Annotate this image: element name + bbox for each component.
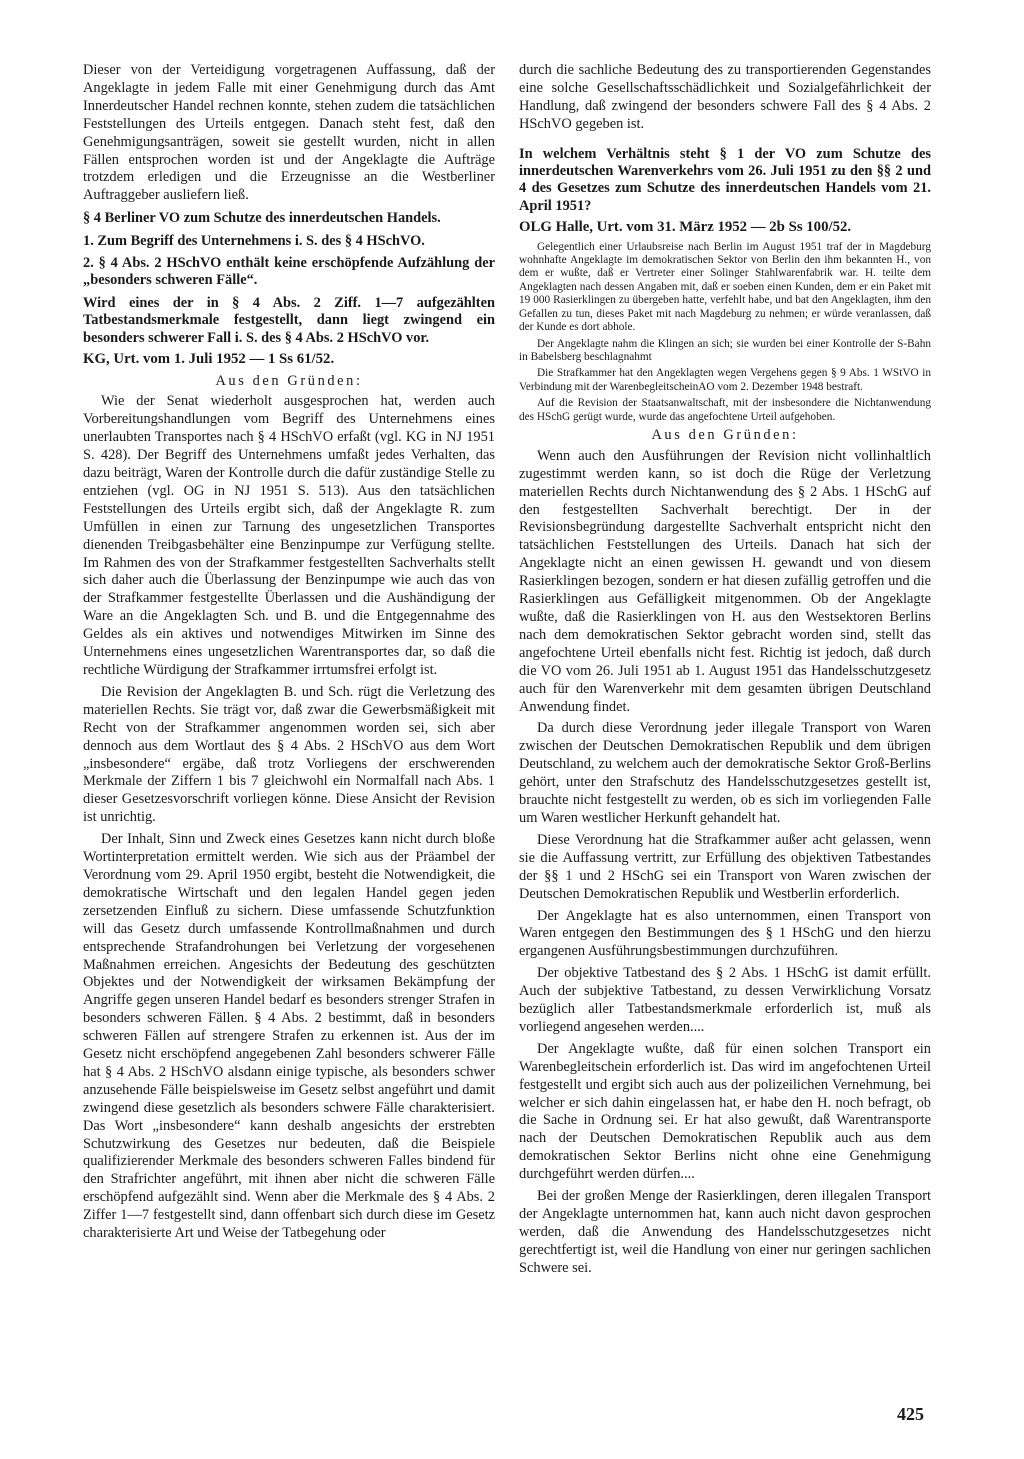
right-column <box>519 62 931 1282</box>
paragraph: Dieser von der Verteidigung vorgetragenen Auffassung, daß der Angeklagte in jedem Falle mit einer Genehmigung durch das Amt Innerdeutscher Handel rechnen konnte, stehen zudem die tatsächlichen Feststellungen des Urteils entgegen. Danach steht fest, daß den Genehmigungsanträgen, soweit sie gestellt wurden, nicht in allen Fällen entsprochen worden ist und der Angeklagte die Aufträge trotzdem erledigen und die Erzeugnisse an die Westberliner Auftraggeber ausliefern ließ. <box>83 62 495 204</box>
paragraph: Diese Verordnung hat die Strafkammer außer acht gelassen, wenn sie die Auffassung vertritt, zur Erfüllung des objektiven Tatbestandes der §§ 1 und 2 HSchG sei ein Transport von Waren zwischen der Deutschen Demokratischen Republik und Westberlin erforderlich. <box>519 831 931 902</box>
headnote-item: Wird eines der in § 4 Abs. 2 Ziff. 1—7 aufgezählten Tatbestandsmerkmale festgestellt, dann liegt zwingend ein besonders schwerer Fall i. S. des § 4 Abs. 2 HSchVO vor. <box>83 294 495 346</box>
facts-paragraph: Auf die Revision der Staatsanwaltschaft, mit der insbesondere die Nichtanwendung des HSchG gerügt wurde, wurde das angefochtene Urteil aufgehoben. <box>519 397 931 423</box>
paragraph: Der Angeklagte wußte, daß für einen solchen Transport ein Warenbegleitschein erforderlich ist. Das wird im angefochtenen Urteil festgestellt und ergibt sich auch aus der polizeilichen Vernehmung, bei welcher er sich dahin eingelassen hat, er habe den H. noch befragt, ob die Sache in Ordnung sei. Er hat also gewußt, daß Warentransporte nach der Deutschen Demokratischen Republik auch aus dem demokratischen Sektor Berlins nicht ohne eine Genehmigung durchgeführt werden dürfen.... <box>519 1040 931 1183</box>
court-citation: OLG Halle, Urt. vom 31. März 1952 — 2b Ss 100/52. <box>519 219 852 236</box>
left-column <box>83 62 495 1247</box>
facts-paragraph: Der Angeklagte nahm die Klingen an sich; sie wurden bei einer Kontrolle der S-Bahn in Babelsberg beschlagnahmt <box>519 337 931 363</box>
facts-paragraph: Gelegentlich einer Urlaubsreise nach Berlin im August 1951 traf der in Magdeburg wohnhafte Angeklagte im demokratischen Sektor von Berlin den ihm bekannten H., von dem er wußte, daß er Vertreter einer Solinger Stahlwarenfabrik war. H. teilte dem Angeklagten nach dessen Angaben mit, daß er soeben einen Kunden, dem er ein Paket mit 19 000 Rasierklingen zu übergeben hatte, verfehlt habe, und bat den Angeklagten, ihm den Gefallen zu tun, dieses Paket mit nach Magdeburg zu nehmen; er würde veranlassen, daß der Kunde es dort abhole. <box>519 240 931 334</box>
section-heading: Aus den Gründen: <box>215 372 363 389</box>
paragraph: Die Revision der Angeklagten B. und Sch. rügt die Verletzung des materiellen Rechts. Sie trägt vor, daß zwar die Gewerbsmäßigkeit mit Recht von der Strafkammer angenommen worden sei, sich aber dennoch aus dem Wortlaut des § 4 Abs. 2 HSchVO aus dem Wort „insbesondere“ ergäbe, daß trotz Vorliegens der erschwerenden Merkmale der Ziffern 1 bis 7 gleichwohl ein Normalfall nach Abs. 1 dieser Gesetzesvorschrift vorliegen könne. Diese Ansicht der Revision ist unrichtig. <box>83 683 495 826</box>
section-heading: Aus den Gründen: <box>651 426 799 443</box>
paragraph: Wie der Senat wiederholt ausgesprochen hat, werden auch Vorbereitungshandlungen vom Begriff des Unternehmens eines unerlaubten Transportes nach § 4 HSchVO erfaßt (vgl. KG in NJ 1951 S. 428). Der Begriff des Unternehmens umfaßt jedes Verhalten, das dazu beiträgt, Waren der Kontrolle durch die dafür zuständige Stelle zu entziehen (vgl. OG in NJ 1951 S. 513). Aus den tatsächlichen Feststellungen des Urteils ergibt sich, daß der Angeklagte R. zum Umfüllen in einen zur Tarnung des ungesetzlichen Transportes dienenden Treibgasbehälter eine Benzinpumpe zur Verfügung stellte. Im Rahmen des von der Strafkammer festgestellten Sachverhalts stellt sich daher auch die Überlassung der Benzinpumpe wie auch das von der Strafkammer festgestellte Überlassen und die Aushändigung der Ware an die Angeklagten Sch. und B. und die Entgegennahme des Geldes als ein aktives und notwendiges Mitwirken im Sinne des Unternehmens eines ungesetzlichen Warentransportes dar, so daß die rechtliche Würdigung der Strafkammer irrtumsfrei erfolgt ist. <box>83 393 495 678</box>
paragraph: Wenn auch den Ausführungen der Revision nicht vollinhaltlich zugestimmt werden kann, so ist doch die Rüge der Verletzung materiellen Rechts durch Nichtanwendung des § 2 Abs. 1 HSchG auf den festgestellten Sachverhalt berechtigt. Der in der Revisionsbegründung dargestellte Sachverhalt entspricht nicht den tatsächlichen Feststellungen des Urteils. Danach hat sich der Angeklagte nicht an einen gewissen H. gewandt und von diesem Rasierklingen bezogen, sondern er hat diesen zufällig getroffen und die Rasierklingen aus Gefälligkeit mitgenommen. Ob der Angeklagte wußte, daß die Rasierklingen von H. aus den Westsektoren Berlins nach dem demokratischen Sektor gebracht worden sind, stellt das angefochtene Urteil ebenfalls nicht fest. Richtig ist jedoch, daß durch die VO vom 26. Juli 1951 ab 1. August 1951 das Handelsschutzgesetz auch für den Warenverkehr mit dem gesamten übrigen Deutschland Anwendung findet. <box>519 447 931 715</box>
paragraph: Bei der großen Menge der Rasierklingen, deren illegalen Transport der Angeklagte unternommen hat, kann auch nicht davon gesprochen werden, daß die Anwendung des Handelsschutzgesetzes nicht gerechtfertigt ist, weil die Handlung von einer nur geringen sachlichen Schwere sei. <box>519 1188 931 1276</box>
paragraph: Der Inhalt, Sinn und Zweck eines Gesetzes kann nicht durch bloße Wortinterpretation ermittelt werden. Wie sich aus der Präambel der Verordnung vom 29. April 1950 ergibt, besteht die Notwendigkeit, die demokratische Wirtschaft und den legalen Handel gegen jeden zersetzenden Einfluß zu sichern. Diese umfassende Schutzfunktion will das Gesetz durch umfassende Kontrollmaßnahmen und durch entsprechende Strafandrohungen bei Verletzung der vorgesehenen Maßnahmen erreichen. Angesichts der Bedeutung des geschützten Objektes und der Notwendigkeit der wirksamen Bekämpfung der Angriffe gegen unseren Handel bedarf es besonders strenger Strafen in besonders schweren Fällen. § 4 Abs. 2 bestimmt, daß in besonders schweren Fällen auf strengere Strafen zu erkennen ist. Aus der im Gesetz nicht erschöpfend angegebenen Zahl besonders schwerer Fälle hat § 4 Abs. 2 HSchVO alsdann einige typische, als besonders schwer anzusehende Fälle beispielsweise im Gesetz selbst angeführt und damit zwingend diese gesetzlich als besonders schwere Fälle charakterisiert. Das Wort „insbesondere“ kann deshalb angesichts der erstrebten Schutzwirkung des Gesetzes nur bedeuten, daß die Beispiele qualifizierender Merkmale des besonders schweren Falles bindend für den Strafrichter angeführt, mit ihnen aber nicht die schweren Fälle erschöpfend aufgezählt sind. Wenn aber die Merkmale des § 4 Abs. 2 Ziffer 1—7 festgestellt sind, dann offenbart sich durch diese im Gesetz charakterisierte Art und Weise der Tatbegehung oder <box>83 831 495 1242</box>
paragraph: Der Angeklagte hat es also unternommen, einen Transport von Waren entgegen den Bestimmungen des § 1 HSchG und den hierzu ergangenen Ausführungsbestimmungen durchzuführen. <box>519 907 931 960</box>
court-citation: KG, Urt. vom 1. Juli 1952 — 1 Ss 61/52. <box>83 351 335 368</box>
headnote-item: 1. Zum Begriff des Unternehmens i. S. des § 4 HSchVO. <box>83 232 425 249</box>
headnote-title: § 4 Berliner VO zum Schutze des innerdeutschen Handels. <box>83 210 441 227</box>
paragraph: Der objektive Tatbestand des § 2 Abs. 1 HSchG ist damit erfüllt. Auch der subjektive Tatbestand, zu dessen Verwirklichung Vorsatz bezüglich aller Tatbestandsmerkmale erforderlich ist, muß als vorliegend angesehen werden.... <box>519 965 931 1035</box>
headnote-item: 2. § 4 Abs. 2 HSchVO enthält keine erschöpfende Aufzählung der „besonders schweren Fälle“. <box>83 255 495 289</box>
page-number: 425 <box>897 1404 924 1424</box>
headnote-question: In welchem Verhältnis steht § 1 der VO zum Schutze des innerdeutschen Warenverkehrs vom 26. Juli 1951 zu den §§ 2 und 4 des Gesetzes zum Schutze des innerdeutschen Handels vom 21. April 1951? <box>519 145 931 214</box>
paragraph: Da durch diese Verordnung jeder illegale Transport von Waren zwischen der Deutschen Demokratischen Republik und dem übrigen Deutschland, zu welchem auch der demokratische Sektor Groß-Berlins gehört, unter den Strafschutz des Handelsschutzgesetzes gestellt ist, brauchte nicht festgestellt zu werden, ob es sich im vorliegenden Falle um Waren westlicher Herkunft gehandelt hat. <box>519 720 931 826</box>
paragraph: durch die sachliche Bedeutung des zu transportierenden Gegenstandes eine solche Gesellschaftsschädlichkeit und Sozialgefährlichkeit der Handlung, daß zwingend der besonders schwere Fall des § 4 Abs. 2 HSchVO gegeben ist. <box>519 62 931 132</box>
facts-paragraph: Die Strafkammer hat den Angeklagten wegen Vergehens gegen § 9 Abs. 1 WStVO in Verbindung mit der WarenbegleitscheinAO vom 2. Dezember 1948 bestraft. <box>519 367 931 393</box>
